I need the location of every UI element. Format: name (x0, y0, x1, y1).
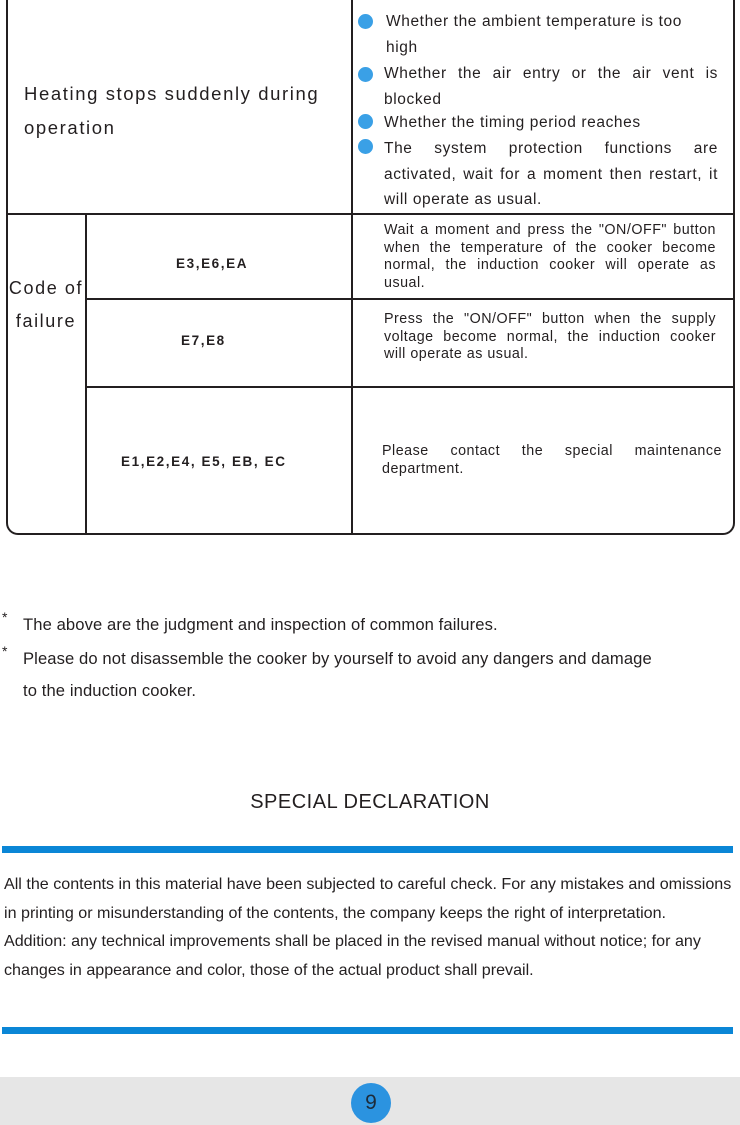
blue-bullet-icon (358, 139, 373, 154)
declaration-paragraph: All the contents in this material have been subjected to careful check. For any mistakes and omissions in printing or misunderstanding of the contents, the company keeps the right of interpretation. (4, 875, 732, 922)
check-text: The system protection functions are activated, wait for a moment then restart, it will operate as usual. (384, 140, 718, 208)
failure-codes: E3,E6,EA (176, 256, 249, 271)
check-text: Whether the timing period reaches (384, 114, 641, 131)
check-text: Whether the air entry or the air vent is blocked (384, 65, 718, 108)
section-title: SPECIAL DECLARATION (250, 791, 490, 813)
failure-codes: E1,E2,E4, E5, EB, EC (121, 454, 287, 469)
blue-bullet-icon (358, 114, 373, 129)
failure-remedy: Press the "ON/OFF" button when the supply voltage become normal, the induction cooker will operate as usual. (384, 311, 716, 363)
note-text: Please do not disassemble the cooker by yourself to avoid any dangers and damage to the induction cooker. (23, 649, 652, 700)
table-row-divider (86, 386, 735, 388)
blue-divider (2, 846, 733, 853)
problem-description: Heating stops suddenly during operation (24, 83, 320, 138)
note-marker: * (2, 609, 8, 625)
blue-divider (2, 1027, 733, 1034)
declaration-body (4, 870, 739, 984)
failure-remedy: Please contact the special maintenance department. (382, 443, 722, 477)
check-text: Whether the ambient temperature is too high (386, 13, 682, 56)
table-row-divider (86, 298, 735, 300)
note-marker: * (2, 643, 8, 659)
blue-bullet-icon (358, 14, 373, 29)
failure-remedy: Wait a moment and press the "ON/OFF" button when the temperature of the cooker become normal, the induction cooker will operate as usual. (384, 222, 716, 291)
note-text: The above are the judgment and inspection of common failures. (23, 615, 498, 634)
page-number: 9 (351, 1083, 391, 1123)
table-column-divider (85, 213, 87, 535)
code-of-failure-label: Code of failure (8, 278, 84, 331)
blue-bullet-icon (358, 67, 373, 82)
declaration-paragraph: Addition: any technical improvements shall be placed in the revised manual without notice; for any changes in appearance and color, those of the actual product shall prevail. (4, 932, 701, 979)
table-column-divider (351, 0, 353, 535)
table-row-divider (6, 213, 735, 215)
failure-codes: E7,E8 (181, 333, 226, 348)
